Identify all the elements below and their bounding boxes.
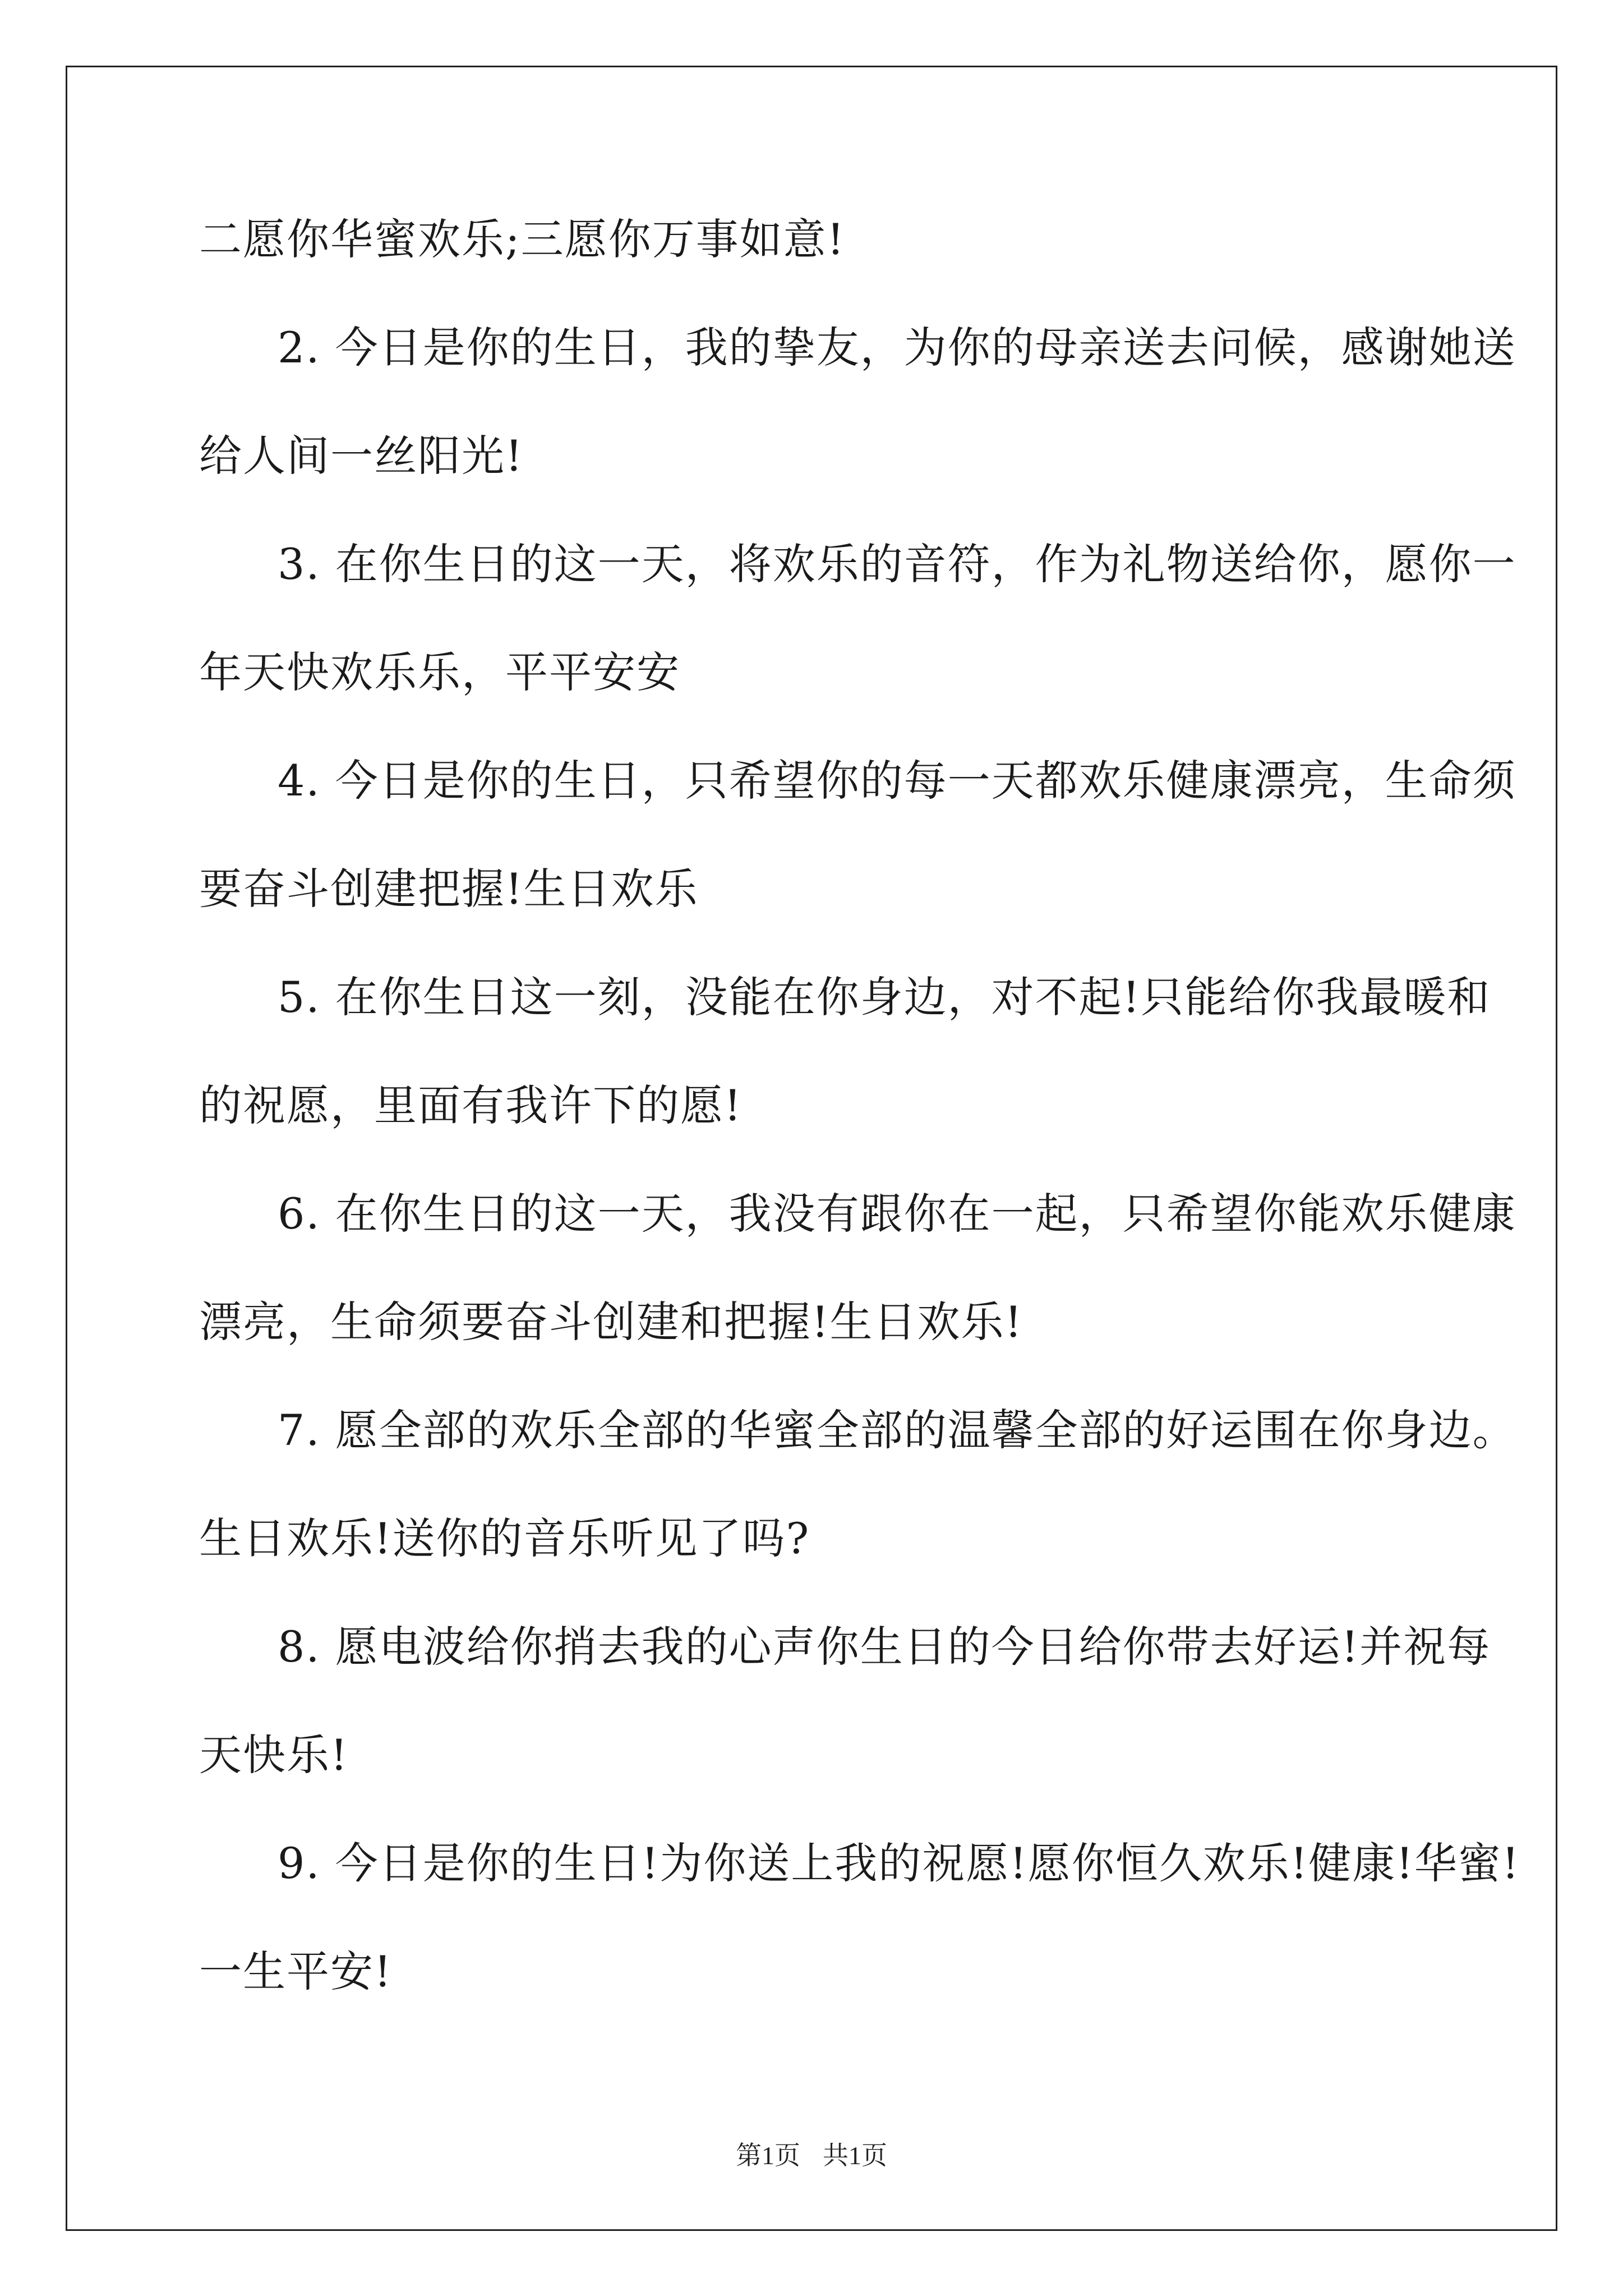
text-line: 的祝愿，里面有我许下的愿! [199,1080,743,1130]
text-line: 二愿你华蜜欢乐;三愿你万事如意! [199,214,846,264]
page-total: 共1页 [823,2141,887,2170]
text-line: 漂亮，生命须要奋斗创建和把握!生日欢乐! [199,1297,1023,1347]
page-border [66,66,1557,2231]
list-item-3: 3. 在你生日的这一天，将欢乐的音符，作为礼物送给你，愿你一 [278,539,1516,589]
page-number: 第1页 [736,2141,800,2170]
list-item-2: 2. 今日是你的生日，我的挚友，为你的母亲送去问候，感谢她送 [278,323,1516,372]
list-item-5: 5. 在你生日这一刻，没能在你身边，对不起!只能给你我最暖和 [278,972,1491,1022]
list-item-8: 8. 愿电波给你捎去我的心声你生日的今日给你带去好运!并祝每 [278,1622,1491,1672]
page-footer [0,2135,1623,2172]
list-item-4: 4. 今日是你的生日，只希望你的每一天都欢乐健康漂亮，生命须 [278,756,1516,806]
text-line: 要奋斗创建把握!生日欢乐 [199,864,699,914]
text-line: 生日欢乐!送你的音乐听见了吗? [199,1513,810,1563]
text-line: 天快乐! [199,1730,349,1780]
list-item-7: 7. 愿全部的欢乐全部的华蜜全部的温馨全部的好运围在你身边。 [278,1405,1516,1455]
list-item-6: 6. 在你生日的这一天，我没有跟你在一起，只希望你能欢乐健康 [278,1189,1516,1239]
text-line: 年天快欢乐乐，平平安安 [199,647,680,697]
text-line: 一生平安! [199,1947,393,1996]
list-item-9: 9. 今日是你的生日!为你送上我的祝愿!愿你恒久欢乐!健康!华蜜! [278,1838,1520,1888]
text-line: 给人间一丝阳光! [199,431,524,481]
